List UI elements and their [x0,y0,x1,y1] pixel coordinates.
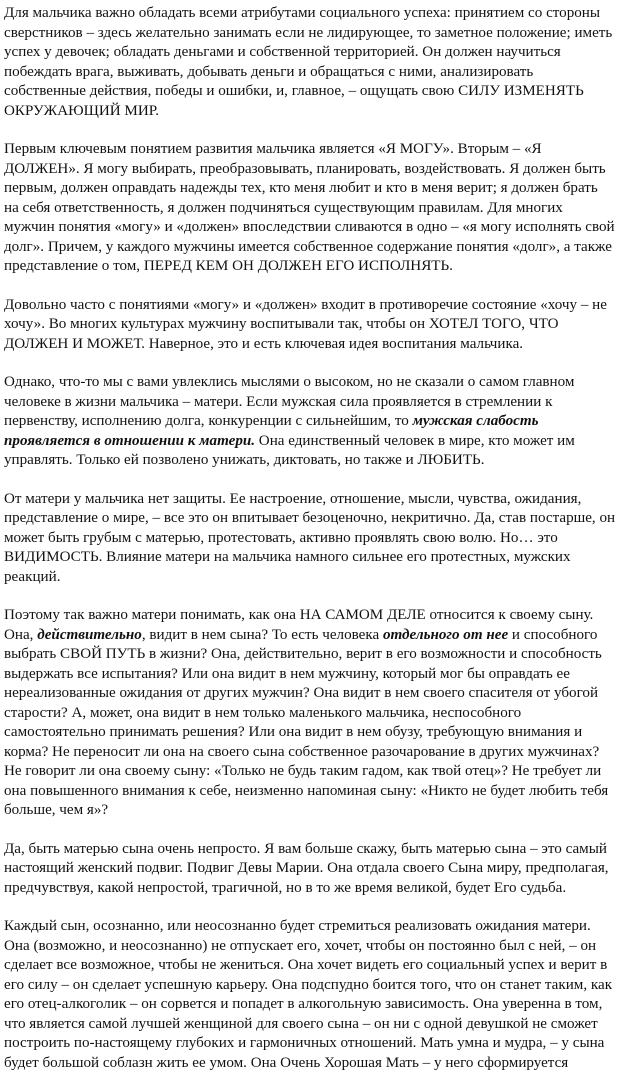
paragraph-text: Первым ключевым понятием развития мальчика является «Я МОГУ». Вторым – «Я ДОЛЖЕН». Я могу выбирать, преобразовывать, планировать, воздействовать. Я должен быть первым, должен оправдать надежды тех, кто меня любит и кто в меня верит; я должен брать на себя ответственность, я должен подчиняться существующим правилам. Для многих мужчин понятия «могу» и «должен» впоследствии сливаются в одно – «я могу исполнять свой долг». Причем, у каждого мужчины имеется собственное содержание понятия «долг», а также представление о том, ПЕРЕД КЕМ ОН ДОЛЖЕН ЕГО ИСПОЛНЯТЬ. [4,141,615,274]
paragraph-text: , видит в нем сына? То есть человека [141,626,383,643]
paragraph-1 [4,4,616,121]
paragraph-4 [4,373,616,471]
paragraph-text: и способного выбрать СВОЙ ПУТЬ в жизни? Она, действительно, верит в его возможности и способность выдержать все испытания? Или она видит в нем мужчину, который мог бы оправдать ее нереализованные ожидания от других мужчин? Она видит в нем своего спасителя от убогой старости? А, может, она видит в нем только маленького мальчика, неспособного самостоятельно принимать решения? Или она видит в нем обузу, требующую внимания и корма? Не переносит ли она на своего сына собственное разочарование в других мужчинах? Не говорит ли она своему сыну: «Только не будь таким гадом, как твой отец»? Не требует ли она повышенного внимания к себе, неизменно напоминая сыну: «Никто не будет любить тебя больше, чем я»? [4,626,609,818]
paragraph-text: Да, быть матерью сына очень непросто. Я вам больше скажу, быть матерью сына – это самый настоящий женский подвиг. Подвиг Девы Марии. Она отдала своего Сына миру, предполагая, предчувствуя, какой непростой, трагичной, но в то же время великой, будет Его судьба. [4,840,609,896]
paragraph-8 [4,917,616,1073]
paragraph-text: Однако, что-то мы с вами увлеклись мыслями о высоком, но не сказали о самом главном человеке в жизни мальчика – матери. Если мужская сила проявляется в стремлении к первенству, исполнению долга, конкуренции с сильнейшим, то [4,374,575,429]
emphasis-text: отдельного от нее [382,626,509,643]
paragraph-text: Каждый сын, осознанно, или неосознанно будет стремиться реализовать ожидания матери. Она (возможно, и неосознанно) не отпускает его, хочет, чтобы он постоянно был с ней, – он сделает все возможное, чтобы не жениться. Она хочет видеть его социальный успех и верит в его силу – он сделает успешную карьеру. Она подспудно боится того, что он станет таким, как его отец-алкоголик – он сорвется и попадет в алкогольную зависимость. Она уверенна в том, что является самой лучшей женщиной для своего сына – он ни с одной девушкой не сможет построить по-настоящему глубоких и гармоничных отношений. Мать умна и мудра, – у сына будет большой соблазн жить ее умом. Она Очень Хорошая Мать – у него сформируется [4,918,613,1071]
paragraph-7 [4,840,616,899]
paragraph-text: Для мальчика важно обладать всеми атрибутами социального успеха: принятием со стороны сверстников – здесь желательно занимать если не лидирующее, то заметное положение; иметь успех у девочек; обладать деньгами и собственной территорией. Он должен научиться побеждать врага, выживать, добывать деньги и обращаться с ними, анализировать собственные действия, победы и ошибки, и, главное, – ощущать свою СИЛУ ИЗМЕНЯТЬ ОКРУЖАЮЩИЙ МИР. [4,5,613,119]
paragraph-2 [4,140,616,277]
emphasis-text: мужская слабость проявляется в отношении к матери. [4,413,539,449]
paragraph-text: От матери у мальчика нет защиты. Ее настроение, отношение, мысли, чувства, ожидания, представление о мире, – все это он впитывает безоценочно, некритично. Да, став постарше, он может быть грубым с матерью, протестовать, активно проявлять свою волю. Но… это ВИДИМОСТЬ. Влияние матери на мальчика намного сильнее его протестных, мужских реакций. [4,490,616,585]
emphasis-text: действительно [37,626,142,643]
paragraph-text: Довольно часто с понятиями «могу» и «должен» входит в противоречие состояние «хочу – не хочу». Во многих культурах мужчину воспитывали так, чтобы он ХОТЕЛ ТОГО, ЧТО ДОЛЖЕН И МОЖЕТ. Наверное, это и есть ключевая идея воспитания мальчика. [4,296,607,352]
paragraph-5 [4,490,616,588]
paragraph-text: Она единственный человек в мире, кто может им управлять. Только ей позволено унижать, диктовать, но также и ЛЮБИТЬ. [4,432,575,468]
paragraph-text: Поэтому так важно матери понимать, как она НА САМОМ ДЕЛЕ относится к своему сыну. Она, [4,607,594,643]
paragraph-6 [4,606,616,821]
paragraph-3 [4,296,616,355]
document-body [4,4,616,1073]
